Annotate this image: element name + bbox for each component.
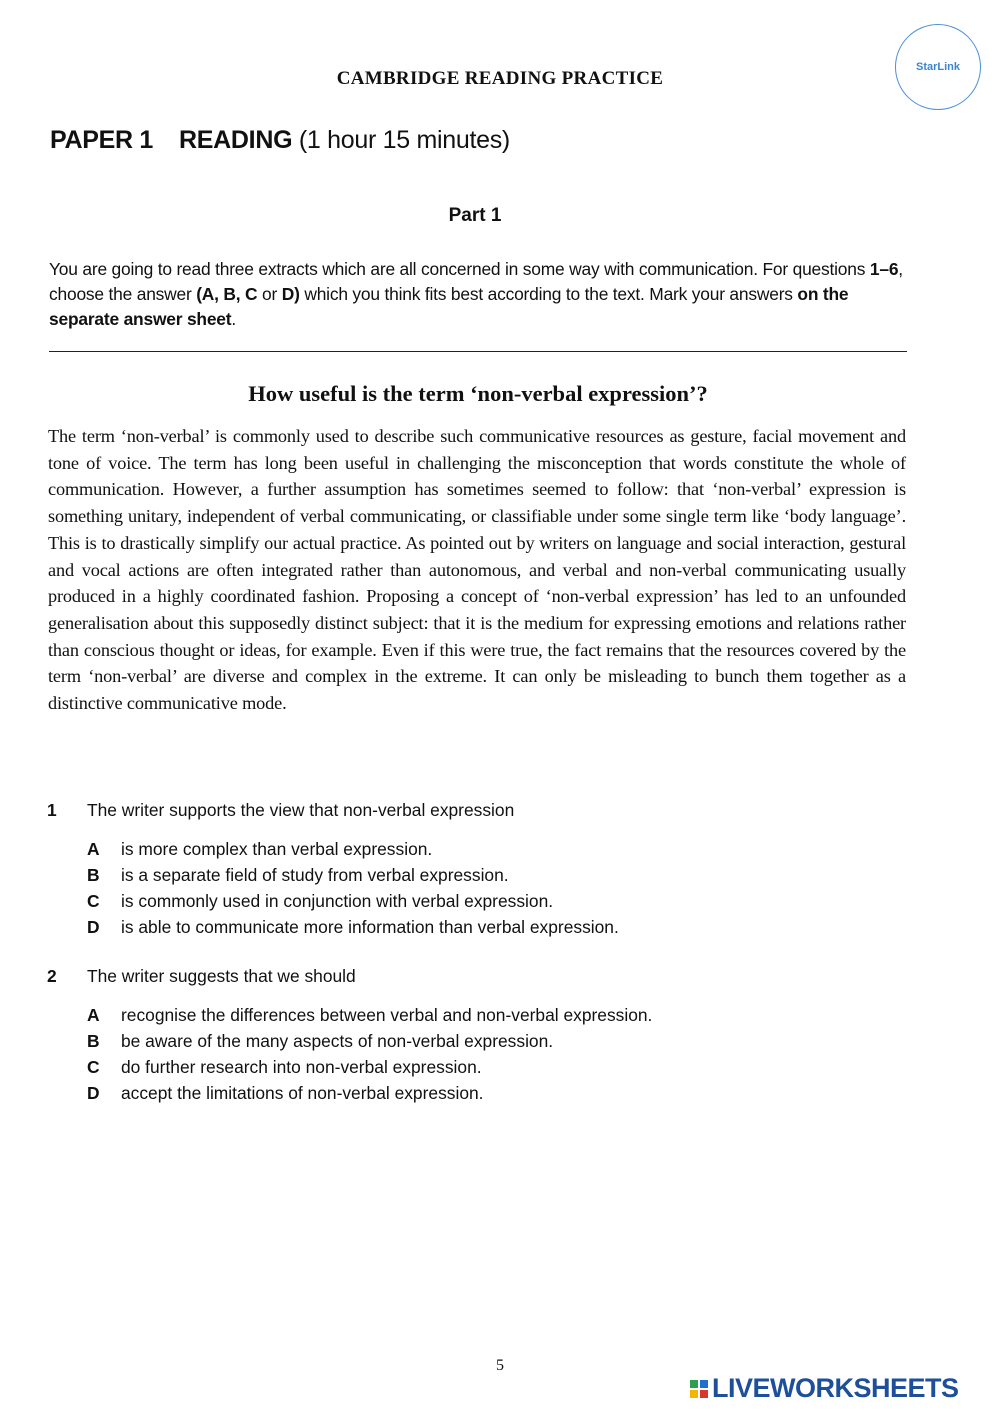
liveworksheets-text: LIVEWORKSHEETS	[712, 1373, 959, 1403]
option-d[interactable]	[47, 914, 747, 940]
option-text: accept the limitations of non-verbal expression.	[121, 1082, 484, 1103]
question-text: The writer supports the view that non-verbal expression	[87, 799, 515, 820]
option-letter: B	[87, 864, 100, 885]
option-letter: B	[87, 1030, 100, 1051]
option-text: is a separate field of study from verbal expression.	[121, 864, 509, 885]
instructions-text: , choose the answer	[49, 259, 903, 304]
paper-title	[50, 126, 510, 155]
option-b[interactable]	[47, 862, 747, 888]
options-list	[47, 836, 747, 940]
part-title: Part 1	[448, 205, 502, 226]
question-stem	[47, 797, 747, 823]
answer-choices: (A, B, C	[196, 284, 258, 304]
divider	[49, 351, 907, 352]
option-text: is commonly used in conjunction with verbal expression.	[121, 890, 554, 911]
option-text: be aware of the many aspects of non-verbal expression.	[121, 1030, 554, 1051]
question-number: 2	[47, 965, 57, 986]
answer-choice-d: D)	[281, 284, 300, 304]
instructions-text: or	[257, 284, 282, 304]
option-text: recognise the differences between verbal and non-verbal expression.	[121, 1004, 653, 1025]
question-1	[47, 797, 747, 940]
option-c[interactable]	[47, 1054, 747, 1080]
liveworksheets-icon	[690, 1380, 708, 1398]
option-a[interactable]	[47, 1002, 747, 1028]
question-number: 1	[47, 799, 57, 820]
option-text: do further research into non-verbal expression.	[121, 1056, 482, 1077]
paper-section: READING	[179, 126, 293, 154]
option-a[interactable]	[47, 836, 747, 862]
page-header: CAMBRIDGE READING PRACTICE	[336, 68, 664, 89]
instructions-text: which you think fits best according to the text. Mark your answers	[299, 284, 798, 304]
option-letter: D	[87, 1082, 100, 1103]
liveworksheets-brand[interactable]	[690, 1373, 959, 1404]
question-stem	[47, 963, 747, 989]
instructions-text: .	[231, 309, 237, 329]
options-list	[47, 1002, 747, 1106]
option-b[interactable]	[47, 1028, 747, 1054]
option-letter: C	[87, 890, 100, 911]
option-d[interactable]	[47, 1080, 747, 1106]
starlink-logo-text: StarLink	[915, 61, 960, 73]
option-c[interactable]	[47, 888, 747, 914]
option-letter: A	[87, 838, 100, 859]
paper-label: PAPER 1	[50, 126, 154, 154]
question-range: 1–6	[869, 259, 899, 279]
instructions	[49, 257, 909, 332]
article-body: The term ‘non-verbal’ is commonly used to describe such communicative resources as gesture, facial movement and tone of voice. The term has long been useful in challenging the misconception that words constitute the whole of communication. However, a further assumption has sometimes seemed to follow: that ‘non-verbal’ expression is something unitary, independent of verbal communicating, or classifiable under some single term like ‘body language’. This is to drastically simplify our actual practice. As pointed out by writers on language and social interaction, gestural and vocal actions are often integrated rather than autonomous, and verbal and non-verbal communicating usually produced in a highly coordinated fashion. Proposing a concept of ‘non-verbal expression’ has led to an unfounded generalisation about this supposedly distinct subject: that it is the medium for expressing emotions and relations rather than conscious thought or ideas, for example. Even if this were true, the fact remains that the resources covered by the term ‘non-verbal’ are diverse and complex in the extreme. It can only be misleading to bunch them together as a distinctive communicative mode.	[48, 426, 906, 714]
option-text: is able to communicate more information than verbal expression.	[121, 916, 619, 937]
question-text: The writer suggests that we should	[87, 965, 356, 986]
option-letter: D	[87, 916, 100, 937]
instructions-text: You are going to read three extracts which are all concerned in some way with communication. For questions	[49, 259, 870, 279]
article-title: How useful is the term ‘non-verbal expression’?	[248, 381, 708, 406]
paper-duration: (1 hour 15 minutes)	[298, 126, 510, 154]
option-text: is more complex than verbal expression.	[121, 838, 433, 859]
page-number: 5	[496, 1357, 504, 1374]
starlink-logo	[895, 24, 981, 110]
answer-sheet-emphasis: on the separate answer sheet	[49, 284, 849, 329]
question-2	[47, 963, 747, 1106]
option-letter: C	[87, 1056, 100, 1077]
option-letter: A	[87, 1004, 100, 1025]
